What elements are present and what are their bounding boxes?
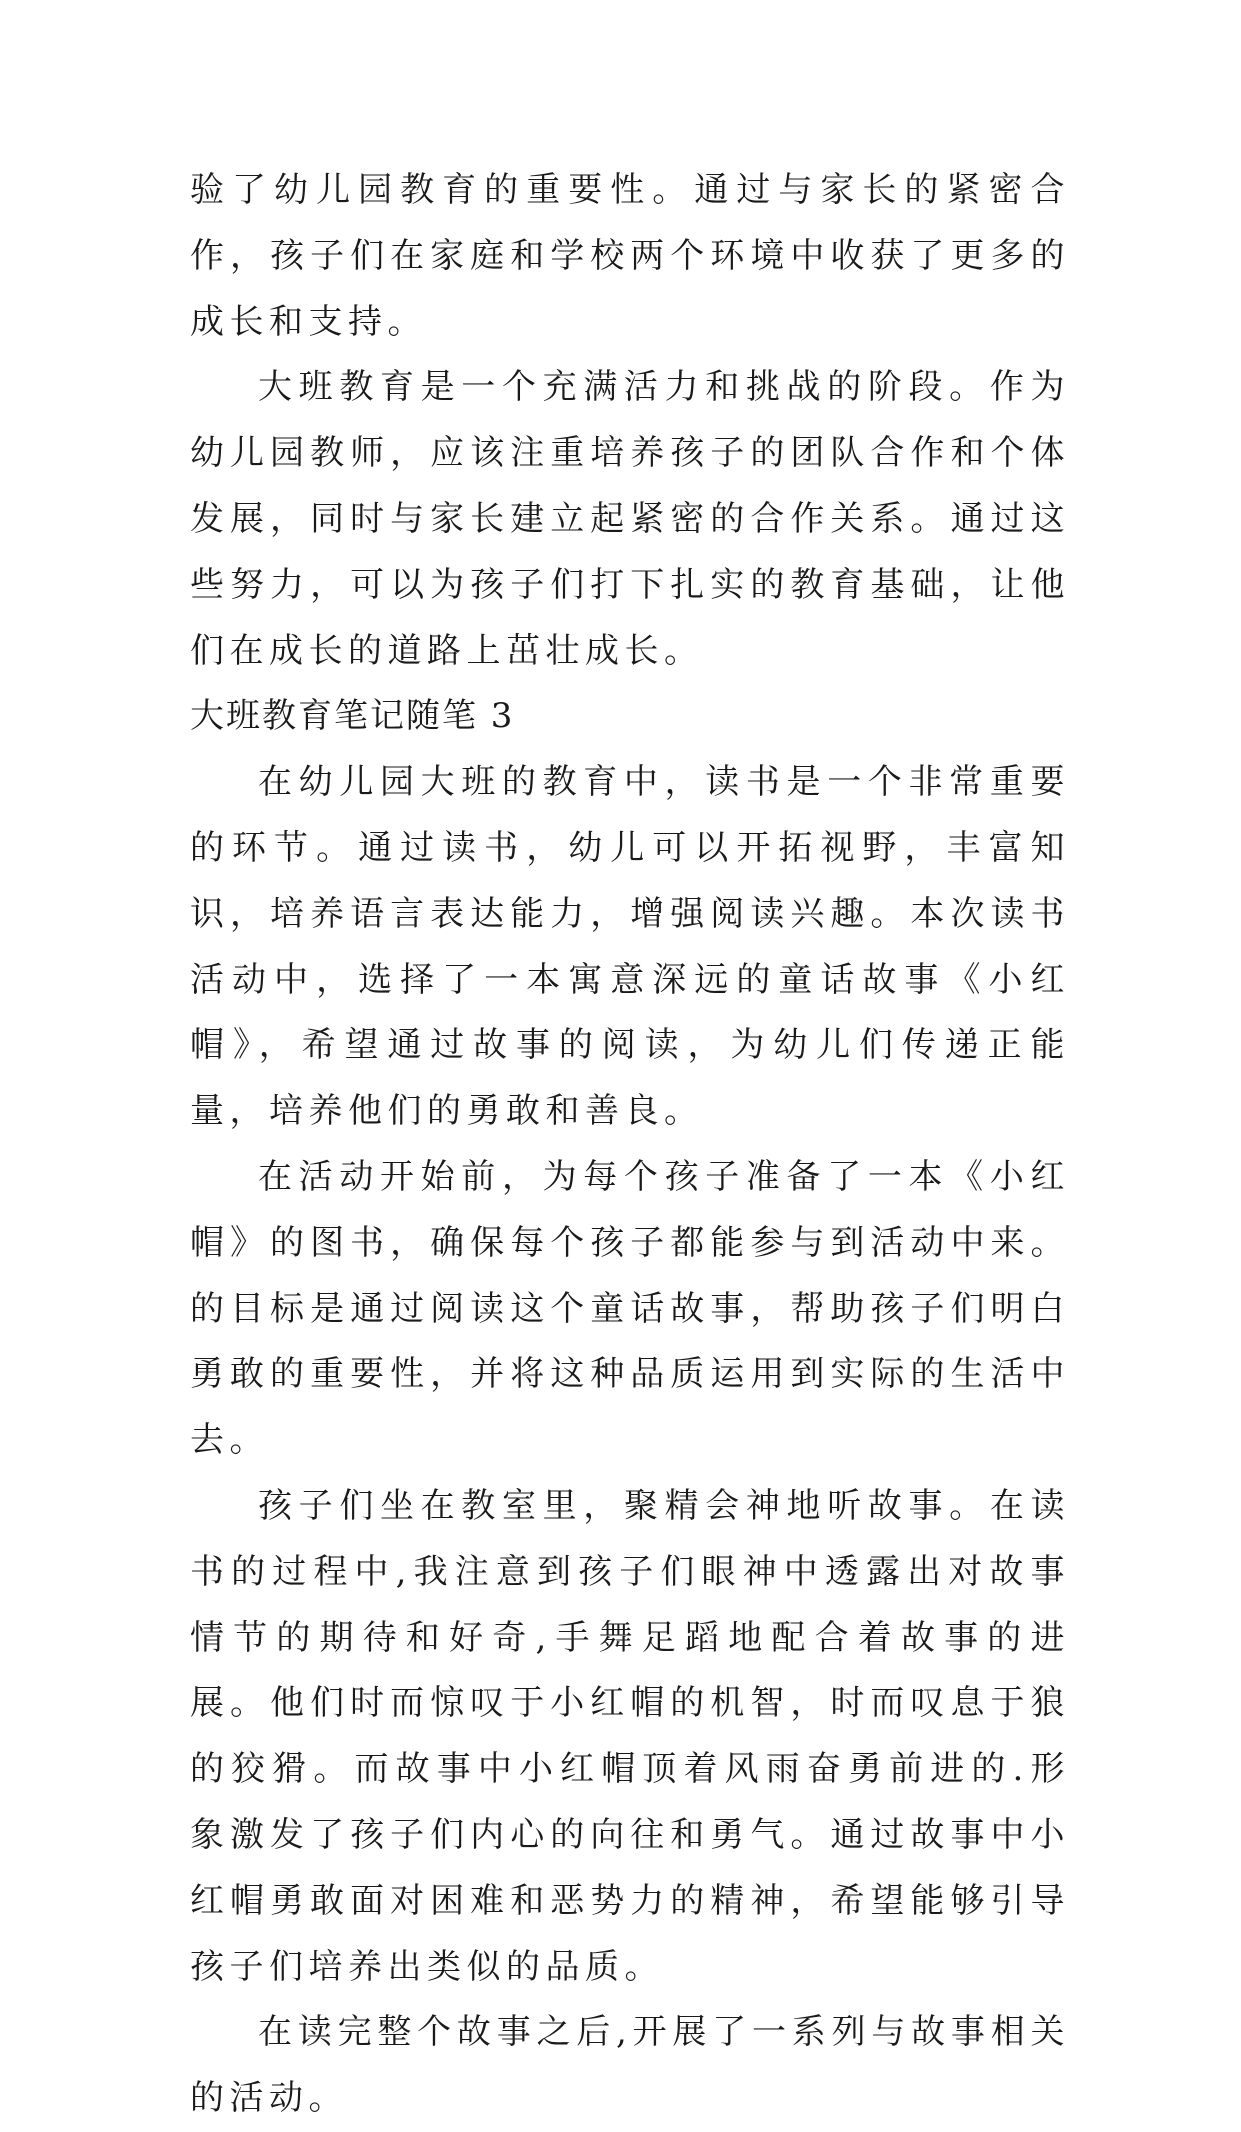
paragraph-summary: 大班教育是一个充满活力和挑战的阶段。作为幼儿园教师，应该注重培养孩子的团队合作和个体发展，同时与家长建立起紧密的合作关系。通过这些努力，可以为孩子们打下扎实的教育基础，让他们在成长的道路上茁壮成长。 — [190, 367, 1070, 671]
paragraph-activities: 在读完整个故事之后,开展了一系列与故事相关的活动。 — [190, 2012, 1070, 2119]
paragraph-preparation: 在活动开始前，为每个孩子准备了一本《小红帽》的图书，确保每个孩子都能参与到活动中来。的目标是通过阅读这个童话故事，帮助孩子们明白勇敢的重要性，并将这种品质运用到实际的生活中去。 — [190, 1156, 1070, 1461]
paragraph-storytelling: 孩子们坐在教室里，聚精会神地听故事。在读书的过程中,我注意到孩子们眼神中透露出对故事情节的期待和好奇,手舞足蹈地配合着故事的进展。他们时而惊叹于小红帽的机智，时而叹息于狼的狡猾。而故事中小红帽顶着风雨奋勇前进的.形象激发了孩子们内心的向往和勇气。通过故事中小红帽勇敢面对困难和恶势力的精神，希望能够引导孩子们培养出类似的品质。 — [190, 1485, 1070, 1987]
paragraph-continued: 验了幼儿园教育的重要性。通过与家长的紧密合作，孩子们在家庭和学校两个环境中收获了更多的成长和支持。 — [190, 170, 1070, 342]
paragraph-intro: 在幼儿园大班的教育中，读书是一个非常重要的环节。通过读书，幼儿可以开拓视野，丰富知识，培养语言表达能力，增强阅读兴趣。本次读书活动中，选择了一本寓意深远的童话故事《小红帽》，希望通过故事的阅读，为幼儿们传递正能量，培养他们的勇敢和善良。 — [190, 762, 1070, 1132]
section-title: 大班教育笔记随笔 3 — [190, 696, 515, 737]
document-body — [190, 158, 1070, 2132]
